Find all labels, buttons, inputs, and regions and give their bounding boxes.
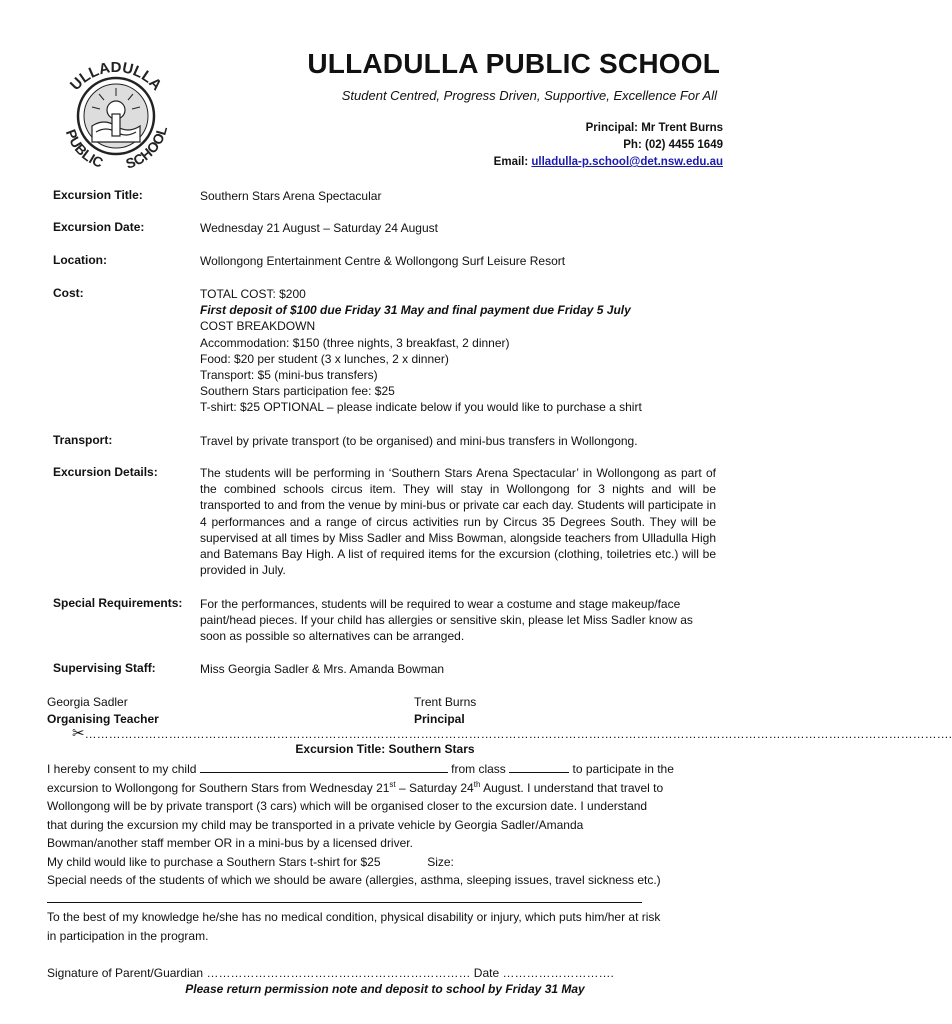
consent-line1c: to participate in the bbox=[572, 762, 674, 776]
special-needs-field[interactable] bbox=[47, 891, 642, 903]
supervising-staff-value: Miss Georgia Sadler & Mrs. Amanda Bowman bbox=[200, 662, 445, 676]
phone-line: Ph: (02) 4455 1649 bbox=[623, 139, 723, 151]
consent-line2b: – Saturday 24 bbox=[395, 780, 474, 795]
logo-text-top: ULLADULLA bbox=[66, 59, 166, 94]
cost-line: Food: $20 per student (3 x lunches, 2 x dinner) bbox=[200, 351, 449, 366]
principal-role: Principal bbox=[414, 711, 465, 726]
tshirt-line: My child would like to purchase a Southern Stars t-shirt for $25 bbox=[47, 854, 381, 869]
transport-value: Travel by private transport (to be organised) and mini-bus transfers in Wollongong. bbox=[200, 434, 638, 448]
child-name-field[interactable] bbox=[200, 761, 448, 773]
consent-line2a: excursion to Wollongong for Southern Stars from Wednesday 21 bbox=[47, 780, 390, 795]
class-field[interactable] bbox=[509, 761, 569, 773]
excursion-details-value: The students will be performing in ‘Southern Stars Arena Spectacular’ in Wollongong as part of the combined schools circus item. They will stay in Wollongong for 3 nights and will be transported to and from the venue by mini-bus or private car each day. Students will participate in 4 performances and a range of circus activities run by Circus 35 Degrees South. They will be supervised at all times by Miss Sadler and Miss Bowman, alongside teachers from Ulladulla High and Batemans Bay High. A list of required items for the excursion (clothing, toiletries etc.) will be provided in July. bbox=[200, 466, 716, 578]
date-label: Date bbox=[473, 965, 500, 980]
teacher-role: Organising Teacher bbox=[47, 711, 159, 726]
signature-label: Signature of Parent/Guardian bbox=[47, 965, 204, 980]
logo-text-right: SCHOOL bbox=[123, 124, 171, 172]
school-logo bbox=[52, 52, 180, 180]
size-label[interactable]: Size: bbox=[427, 854, 454, 869]
email-label: Email: bbox=[493, 156, 529, 168]
school-motto: Student Centred, Progress Driven, Supportive, Excellence For All bbox=[341, 88, 717, 103]
supervising-staff-label: Supervising Staff: bbox=[53, 661, 156, 675]
consent-form bbox=[47, 760, 727, 982]
cost-breakdown bbox=[200, 286, 642, 416]
excursion-date-value: Wednesday 21 August – Saturday 24 August bbox=[200, 221, 438, 235]
cost-line: COST BREAKDOWN bbox=[200, 319, 316, 334]
excursion-title-label: Excursion Title: bbox=[53, 188, 143, 202]
superscript-st: st bbox=[389, 779, 396, 789]
date-field[interactable]: ………………………. bbox=[502, 965, 614, 980]
email-line bbox=[494, 156, 723, 168]
school-crest-icon bbox=[52, 52, 180, 180]
transport-label: Transport: bbox=[53, 433, 113, 447]
consent-line1b: from class bbox=[451, 762, 506, 776]
superscript-th: th bbox=[473, 779, 481, 789]
consent-line10: in participation in the program. bbox=[47, 928, 209, 943]
consent-line9: To the best of my knowledge he/she has no medical condition, physical disability or injury, which puts him/her at risk bbox=[47, 910, 661, 924]
principal-name: Trent Burns bbox=[414, 695, 477, 709]
excursion-title-value: Southern Stars Arena Spectacular bbox=[200, 189, 382, 203]
cost-line: T-shirt: $25 OPTIONAL – please indicate below if you would like to purchase a shirt bbox=[200, 400, 642, 415]
cost-label: Cost: bbox=[53, 286, 84, 300]
location-label: Location: bbox=[53, 253, 107, 267]
school-name: ULLADULLA PUBLIC SCHOOL bbox=[307, 48, 720, 79]
special-requirements-label: Special Requirements: bbox=[53, 596, 183, 610]
cost-line: Transport: $5 (mini-bus transfers) bbox=[200, 368, 378, 383]
consent-line4: that during the excursion my child may be transported in a private vehicle by Georgia Sadler/Amanda bbox=[47, 817, 584, 832]
cost-line: TOTAL COST: $200 bbox=[200, 287, 306, 301]
teacher-name: Georgia Sadler bbox=[47, 695, 128, 709]
logo-text-left: PUBLIC bbox=[62, 127, 106, 171]
signature-principal bbox=[414, 694, 476, 727]
cost-line: Accommodation: $150 (three nights, 3 breakfast, 2 dinner) bbox=[200, 335, 510, 350]
tear-off-dots: ………………………………………………………………………………………………………………………………………………………………………………………………. bbox=[84, 727, 952, 741]
consent-heading: Excursion Title: Southern Stars bbox=[295, 742, 475, 756]
principal-line: Principal: Mr Trent Burns bbox=[585, 122, 723, 134]
excursion-details-label: Excursion Details: bbox=[53, 465, 158, 479]
signature-field[interactable]: ………………………………………………………… bbox=[206, 965, 471, 980]
location-value: Wollongong Entertainment Centre & Wollongong Surf Leisure Resort bbox=[200, 254, 566, 268]
consent-line7: Special needs of the students of which we should be aware (allergies, asthma, sleeping issues, travel sickness etc.) bbox=[47, 873, 661, 887]
consent-line1a: I hereby consent to my child bbox=[47, 762, 197, 776]
consent-line3: Wollongong will be by private transport (3 cars) which will be organised closer to the excursion date. I understand bbox=[47, 799, 648, 813]
consent-line5: Bowman/another staff member OR in a mini-bus by a licensed driver. bbox=[47, 836, 413, 850]
scissors-icon: ✂ bbox=[72, 725, 85, 742]
special-requirements-value: For the performances, students will be required to wear a costume and stage makeup/face paint/head pieces. If your child has allergies or sensitive skin, please let Miss Sadler know as soon as possible so alternatives can be arranged. bbox=[200, 597, 693, 644]
signature-teacher bbox=[47, 694, 159, 727]
tear-off-line bbox=[72, 724, 952, 742]
excursion-date-label: Excursion Date: bbox=[53, 220, 145, 234]
footer-note: Please return permission note and deposit to school by Friday 31 May bbox=[185, 982, 585, 996]
cost-line: Southern Stars participation fee: $25 bbox=[200, 384, 395, 399]
email-link[interactable]: ulladulla-p.school@det.nsw.edu.au bbox=[531, 156, 723, 168]
cost-deposit-line: First deposit of $100 due Friday 31 May and final payment due Friday 5 July bbox=[200, 303, 631, 318]
consent-line2c: August. I understand that travel to bbox=[480, 780, 664, 795]
